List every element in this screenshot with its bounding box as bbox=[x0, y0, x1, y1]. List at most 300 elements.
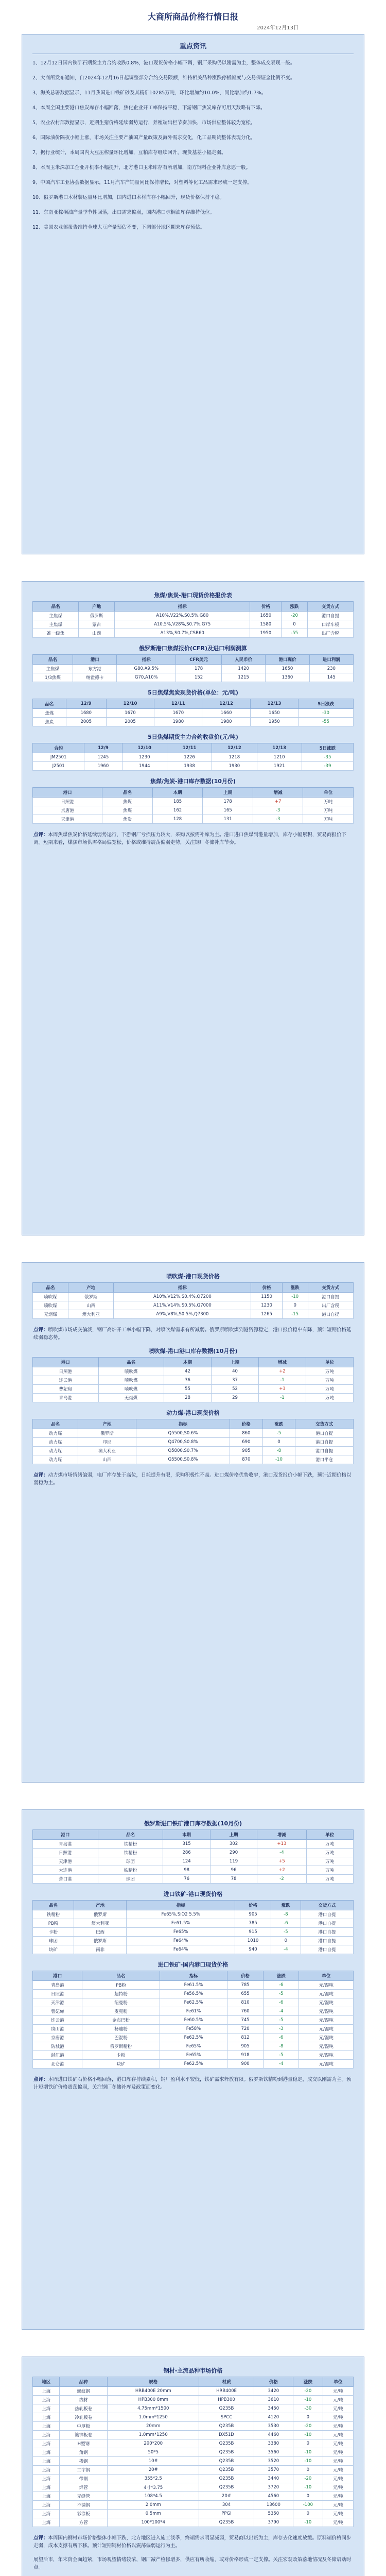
table-cell: 日照港 bbox=[33, 1849, 98, 1857]
table-cell: 万吨 bbox=[306, 1857, 353, 1866]
column-header: 品名 bbox=[102, 788, 153, 798]
table-cell: 5350 bbox=[254, 2510, 293, 2518]
table-cell: 785 bbox=[235, 1919, 271, 1928]
table-cell: 元/吨 bbox=[323, 2404, 353, 2413]
table-cell: 1230 bbox=[251, 1301, 282, 1310]
news-item: 9、中国汽车工业协会数据显示，11月汽车产销量同比保持增长，对塑料等化工品需求形成一定支撑。 bbox=[32, 180, 252, 185]
table-cell: 曹妃甸 bbox=[33, 1385, 99, 1394]
iron-ore-price-table bbox=[32, 1887, 354, 1954]
table-cell: 812 bbox=[227, 2033, 264, 2042]
table-cell: -10 bbox=[293, 2431, 323, 2439]
coking-coal-futures-table bbox=[32, 730, 354, 771]
table-row bbox=[33, 629, 354, 638]
table-cell: 港口自提 bbox=[307, 612, 353, 620]
table-cell: 3790 bbox=[254, 2518, 293, 2527]
table-cell: 巴混粉 bbox=[82, 2033, 160, 2042]
table-cell: 块矿 bbox=[33, 1945, 74, 1954]
table-cell: 1670 bbox=[154, 709, 202, 718]
data-table bbox=[32, 699, 354, 726]
table-cell: 上海 bbox=[33, 2518, 60, 2527]
table-cell: 金布巴粉 bbox=[82, 2016, 160, 2025]
table-cell: -1 bbox=[258, 1394, 306, 1402]
table-cell: 主焦煤 bbox=[33, 612, 79, 620]
column-header: 产地 bbox=[68, 1283, 114, 1293]
table-title: 焦煤/焦炭-港口库存数据(10月份) bbox=[150, 778, 236, 785]
table-row bbox=[33, 1919, 354, 1928]
table-cell: Q235B bbox=[199, 2422, 254, 2431]
table-cell: 焦炭 bbox=[102, 815, 153, 824]
table-cell: -30 bbox=[299, 709, 354, 718]
table-cell: 96 bbox=[210, 1866, 257, 1875]
table-cell: 天津港 bbox=[33, 815, 102, 824]
table-cell: 大连港 bbox=[33, 1866, 98, 1875]
coking-coal-price-table bbox=[32, 588, 354, 638]
table-header-row bbox=[33, 699, 354, 709]
table-title: 动力煤-港口现货价格 bbox=[166, 1410, 220, 1416]
column-header: 港口 bbox=[33, 1358, 99, 1367]
table-cell: 131 bbox=[203, 815, 253, 824]
table-cell: 喷吹煤 bbox=[98, 1367, 164, 1376]
table-cell: 2005 bbox=[106, 718, 154, 726]
table-cell: 905 bbox=[235, 1910, 271, 1919]
news-list bbox=[32, 59, 354, 231]
column-header: 指标 bbox=[115, 602, 250, 612]
table-row bbox=[33, 2492, 354, 2501]
column-header: 品名 bbox=[33, 1283, 68, 1293]
table-cell: 连云港 bbox=[33, 1376, 99, 1385]
table-cell: JM2501 bbox=[33, 753, 84, 762]
table-cell: 690 bbox=[230, 1438, 263, 1447]
table-cell: 1980 bbox=[202, 718, 250, 726]
table-cell: 1580 bbox=[250, 620, 282, 629]
table-cell: Fe62.5% bbox=[160, 1998, 227, 2007]
table-cell: 焦炭 bbox=[33, 718, 66, 726]
table-cell: 岚山港 bbox=[33, 2025, 82, 2033]
table-cell: HPB300 8mm bbox=[108, 2396, 199, 2404]
data-table bbox=[32, 787, 354, 824]
table-cell: 655 bbox=[227, 1990, 264, 1998]
news-card bbox=[22, 34, 364, 554]
table-cell: 286 bbox=[163, 1849, 210, 1857]
column-header: 涨跌 bbox=[271, 1901, 301, 1910]
table-cell: 元/湿吨 bbox=[299, 1981, 354, 1990]
table-row bbox=[33, 2025, 354, 2033]
table-cell: -20 bbox=[293, 2422, 323, 2431]
table-cell: 元/吨 bbox=[323, 2492, 353, 2501]
column-header: 12/12 bbox=[212, 743, 257, 753]
table-cell: PPGI bbox=[199, 2510, 254, 2518]
table-row bbox=[33, 1310, 354, 1319]
table-row bbox=[33, 1998, 354, 2007]
table-cell: 元/吨 bbox=[323, 2457, 353, 2466]
table-cell: 京唐港 bbox=[33, 2033, 82, 2042]
table-cell: 主焦煤 bbox=[33, 620, 79, 629]
table-cell: 3610 bbox=[254, 2396, 293, 2404]
table-cell: -4 bbox=[257, 1849, 306, 1857]
table-cell: 810 bbox=[227, 1998, 264, 2007]
news-title: 重点资讯 bbox=[32, 41, 354, 54]
column-header: 人民币价 bbox=[221, 655, 265, 665]
thermal-coal-price-table bbox=[32, 1405, 354, 1464]
table-cell: -3 bbox=[263, 2025, 299, 2033]
table-cell: Q4700,S0.8% bbox=[136, 1438, 230, 1447]
table-cell: SPCC bbox=[199, 2413, 254, 2422]
table-cell: 905 bbox=[230, 1447, 263, 1455]
table-cell: 1960 bbox=[84, 762, 122, 771]
table-cell: -100 bbox=[293, 2501, 323, 2510]
table-cell: 55 bbox=[164, 1385, 212, 1394]
comment-label: 点评： bbox=[33, 2077, 48, 2082]
column-header: 5日涨跌 bbox=[302, 743, 353, 753]
table-cell: +3 bbox=[258, 1385, 306, 1394]
table-row bbox=[33, 612, 354, 620]
table-cell: -10 bbox=[293, 2396, 323, 2404]
table-cell: 2005 bbox=[66, 718, 106, 726]
table-cell: 119 bbox=[210, 1857, 257, 1866]
table-cell: 上海 bbox=[33, 2431, 60, 2439]
table-cell: 上海 bbox=[33, 2422, 60, 2431]
table-cell: +5 bbox=[257, 1857, 306, 1866]
column-header: 港口现价 bbox=[266, 655, 309, 665]
table-cell: 港口自提 bbox=[308, 1293, 353, 1301]
table-cell: 元/湿吨 bbox=[299, 2033, 354, 2042]
table-row bbox=[33, 815, 354, 824]
table-cell: 315 bbox=[163, 1840, 210, 1849]
table-cell: 俄罗斯 bbox=[68, 1293, 114, 1301]
report-date: 2024年12月13日 bbox=[257, 25, 299, 31]
table-header-row bbox=[33, 602, 354, 612]
table-cell: 1650 bbox=[250, 612, 282, 620]
table-cell: -3 bbox=[253, 815, 303, 824]
table-cell: 0 bbox=[293, 2492, 323, 2501]
table-cell: 29 bbox=[211, 1394, 258, 1402]
coking-coal-comment bbox=[32, 827, 354, 849]
column-header: 品名 bbox=[98, 1358, 164, 1367]
column-header: 12/9 bbox=[84, 743, 122, 753]
table-cell: 128 bbox=[152, 815, 203, 824]
column-header: 单位 bbox=[323, 2377, 353, 2387]
table-cell: 3440 bbox=[254, 2475, 293, 2483]
table-cell: -10 bbox=[262, 1455, 295, 1464]
table-row bbox=[33, 2439, 354, 2448]
table-cell: 连云港 bbox=[33, 2016, 82, 2025]
table-title: 俄罗斯进口铁矿港口库存数据(10月份) bbox=[144, 1820, 242, 1827]
table-cell: -5 bbox=[263, 2016, 299, 2025]
table-row bbox=[33, 1866, 354, 1875]
table-cell: 元/湿吨 bbox=[299, 2025, 354, 2033]
column-header: 上期 bbox=[211, 1358, 258, 1367]
table-cell: 178 bbox=[203, 798, 253, 806]
column-header: 规格 bbox=[108, 2377, 199, 2387]
table-cell: 蒙古 bbox=[79, 620, 115, 629]
table-cell: 0 bbox=[293, 2413, 323, 2422]
table-cell: 152 bbox=[176, 673, 222, 682]
data-table bbox=[32, 1357, 354, 1402]
table-cell: 元/吨 bbox=[323, 2448, 353, 2457]
table-cell: 元/吨 bbox=[323, 2431, 353, 2439]
pci-price-table bbox=[32, 1269, 354, 1319]
table-cell: 元/湿吨 bbox=[299, 2042, 354, 2051]
table-cell: 290 bbox=[210, 1849, 257, 1857]
table-cell: -20 bbox=[293, 2387, 323, 2396]
table-row bbox=[33, 2051, 354, 2060]
table-cell: -8 bbox=[271, 1910, 301, 1919]
table-cell: J2501 bbox=[33, 762, 84, 771]
table-cell: 喷吹煤 bbox=[33, 1293, 68, 1301]
comment-text: 本周焦煤焦炭价格延续弱势运行，下游钢厂亏损压力较大，采购以按需补库为主。港口进口焦煤到港量增加，库存小幅累积，贸易商报价下调。短期来看，煤焦市场供需格局偏宽松，价格或维持震荡偏弱走势，关注钢厂冬储补库节奏。 bbox=[33, 832, 347, 845]
table-cell: 喷吹煤 bbox=[98, 1376, 164, 1385]
table-cell: 124 bbox=[163, 1857, 210, 1866]
table-cell: 铁精粉 bbox=[33, 1910, 74, 1919]
table-cell: 230 bbox=[309, 665, 353, 673]
table-cell: 方管 bbox=[60, 2518, 108, 2527]
table-cell: A10%,V12%,S0.4%,Q7200 bbox=[114, 1293, 251, 1301]
table-cell: 俄罗斯 bbox=[78, 1429, 136, 1438]
table-cell: 铁精粉 bbox=[98, 1840, 163, 1849]
table-cell: 1938 bbox=[167, 762, 212, 771]
table-row bbox=[33, 2475, 354, 2483]
table-cell: 出厂含税 bbox=[308, 1301, 353, 1310]
table-cell: -2 bbox=[257, 1875, 306, 1884]
table-cell: -15 bbox=[282, 1310, 308, 1319]
table-cell: 热轧板卷 bbox=[60, 2404, 108, 2413]
table-cell: 3570 bbox=[254, 2466, 293, 2475]
table-cell: 3380 bbox=[254, 2439, 293, 2448]
table-cell: 1950 bbox=[250, 629, 282, 638]
table-row bbox=[33, 2466, 354, 2475]
table-row bbox=[33, 798, 354, 806]
table-cell: 元/湿吨 bbox=[299, 2051, 354, 2060]
table-row bbox=[33, 1990, 354, 1998]
table-cell: 卡粉 bbox=[82, 2051, 160, 2060]
column-header: 12/12 bbox=[202, 699, 250, 709]
table-cell: -39 bbox=[302, 762, 353, 771]
table-cell: 0 bbox=[293, 2510, 323, 2518]
table-row bbox=[33, 1376, 354, 1385]
column-header: 价格 bbox=[235, 1901, 271, 1910]
table-cell: 20# bbox=[199, 2492, 254, 2501]
table-cell: 0 bbox=[271, 1937, 301, 1945]
table-cell: 上海 bbox=[33, 2448, 60, 2457]
table-cell: 4.75mm*1500 bbox=[108, 2404, 199, 2413]
table-cell: 1944 bbox=[122, 762, 167, 771]
table-row bbox=[33, 1937, 354, 1945]
table-header-row bbox=[33, 1358, 354, 1367]
table-cell: HRB400E bbox=[199, 2387, 254, 2396]
iron-ore-card bbox=[22, 1809, 364, 2330]
table-cell: 日照港 bbox=[33, 1990, 82, 1998]
table-cell: 918 bbox=[227, 2051, 264, 2060]
news-item: 3、海关总署数据显示，11月我国进口铁矿砂及其精矿10285万吨，环比增加约10.0%，同比增加约1.7%。 bbox=[32, 90, 267, 96]
table-cell: Fe61% bbox=[160, 2007, 227, 2016]
column-header: 交货方式 bbox=[295, 1419, 354, 1429]
table-cell: 上海 bbox=[33, 2501, 60, 2510]
table-cell: -35 bbox=[302, 753, 353, 762]
table-cell: 港口自提 bbox=[301, 1919, 353, 1928]
table-cell: -4 bbox=[271, 1945, 301, 1954]
table-cell: -5 bbox=[263, 2051, 299, 2060]
iron-ore-stock-table bbox=[32, 1816, 354, 1884]
table-header-row bbox=[33, 1830, 354, 1840]
news-item: 10、俄罗斯港口木材装运量环比增加，国内进口木材库存小幅回升，现货价格保持平稳。 bbox=[32, 195, 225, 200]
table-cell: Q235B bbox=[199, 2457, 254, 2466]
table-row bbox=[33, 1429, 354, 1438]
table-cell: 元/吨 bbox=[323, 2466, 353, 2475]
table-row bbox=[33, 1293, 354, 1301]
table-cell: 球团 bbox=[98, 1857, 163, 1866]
table-cell: 主焦煤 bbox=[33, 665, 73, 673]
column-header: 指标 bbox=[117, 655, 176, 665]
news-item: 4、本周全国主要港口焦炭库存小幅回落，焦化企业开工率保持平稳，下游钢厂焦炭库存可用天数略有下降。 bbox=[32, 105, 266, 111]
data-table bbox=[32, 2377, 354, 2527]
table-cell: 0 bbox=[282, 1301, 308, 1310]
table-row bbox=[33, 2510, 354, 2518]
column-header: 12/10 bbox=[106, 699, 154, 709]
table-cell: 口岸车板 bbox=[307, 620, 353, 629]
report-title: 大商所商品价格行情日报 bbox=[147, 12, 238, 22]
table-cell: 中厚板 bbox=[60, 2422, 108, 2431]
data-table bbox=[32, 654, 354, 682]
column-header: 单位 bbox=[303, 788, 354, 798]
table-cell: 4560 bbox=[254, 2492, 293, 2501]
table-cell: 港口自提 bbox=[295, 1429, 354, 1438]
data-table bbox=[32, 1971, 354, 2069]
table-cell: 万吨 bbox=[306, 1849, 353, 1857]
column-header: 本期 bbox=[164, 1358, 212, 1367]
table-header-row bbox=[33, 788, 354, 798]
table-header-row bbox=[33, 1901, 354, 1910]
column-header: 指标 bbox=[160, 1971, 227, 1981]
table-cell: Fe56.5% bbox=[160, 1990, 227, 1998]
column-header: 5日涨跌 bbox=[299, 699, 354, 709]
table-cell: 1.0mm*1250 bbox=[108, 2431, 199, 2439]
table-cell: Fe64% bbox=[127, 1937, 235, 1945]
table-header-row bbox=[33, 655, 354, 665]
table-cell: 50*5 bbox=[108, 2448, 199, 2457]
table-cell: 元/湿吨 bbox=[299, 2060, 354, 2069]
table-cell: Q5500,S0.8% bbox=[136, 1455, 230, 1464]
table-cell: -8 bbox=[263, 2042, 299, 2051]
table-cell: 万吨 bbox=[306, 1394, 353, 1402]
column-header: 价格 bbox=[254, 2377, 293, 2387]
table-cell: 3530 bbox=[254, 2422, 293, 2431]
table-row bbox=[33, 2007, 354, 2016]
table-row bbox=[33, 1875, 354, 1884]
table-cell: 焦煤 bbox=[102, 806, 153, 815]
comment-text: 本周进口铁矿石价格小幅回落，港口库存持续累积，钢厂盈利水平较低，铁矿需求释放有限。俄罗斯铁精粉到港量稳定，成交以刚需为主。预计短期铁矿价格震荡偏弱，关注钢厂冬储补库及政策面变化。 bbox=[33, 2077, 352, 2090]
column-header: 增减 bbox=[257, 1830, 306, 1840]
table-cell: 冷轧板卷 bbox=[60, 2413, 108, 2422]
column-header: 12/11 bbox=[154, 699, 202, 709]
table-cell: 俄罗斯 bbox=[79, 612, 115, 620]
table-header-row bbox=[33, 2377, 354, 2387]
table-cell: 卡粉 bbox=[33, 1928, 74, 1937]
column-header: 品名 bbox=[98, 1830, 163, 1840]
table-cell: 304 bbox=[199, 2501, 254, 2510]
column-header: 单位 bbox=[306, 1358, 353, 1367]
table-cell: 1930 bbox=[212, 762, 257, 771]
table-cell: 200*200 bbox=[108, 2439, 199, 2448]
table-cell: 动力煤 bbox=[33, 1438, 78, 1447]
table-cell: 元/吨 bbox=[323, 2387, 353, 2396]
table-cell: 无缝管 bbox=[60, 2492, 108, 2501]
table-cell: -20 bbox=[282, 612, 307, 620]
column-header: 本期 bbox=[152, 788, 203, 798]
table-cell: 澳大利亚 bbox=[74, 1919, 127, 1928]
table-cell: 860 bbox=[230, 1429, 263, 1438]
table-cell: 焦煤 bbox=[33, 709, 66, 718]
table-cell: 俄罗斯 bbox=[74, 1937, 127, 1945]
column-header: 品名 bbox=[33, 1901, 74, 1910]
table-header-row bbox=[33, 1419, 354, 1429]
table-cell: 4120 bbox=[254, 2413, 293, 2422]
table-cell: 0 bbox=[282, 620, 307, 629]
column-header: 地区 bbox=[33, 2377, 60, 2387]
table-cell: 905 bbox=[227, 2042, 264, 2051]
table-cell: 1245 bbox=[84, 753, 122, 762]
column-header: 品名 bbox=[33, 602, 79, 612]
table-row bbox=[33, 2042, 354, 2051]
table-cell: 京唐港 bbox=[33, 806, 102, 815]
table-cell: 1360 bbox=[266, 673, 309, 682]
table-row bbox=[33, 2501, 354, 2510]
table-cell: 上海 bbox=[33, 2475, 60, 2483]
table-cell: 纳霍德卡 bbox=[73, 673, 117, 682]
column-header: 产地 bbox=[79, 602, 115, 612]
table-cell: 杨迪粉 bbox=[82, 2025, 160, 2033]
table-cell: -10 bbox=[293, 2483, 323, 2492]
data-table bbox=[32, 1282, 354, 1319]
table-cell: 山西 bbox=[68, 1301, 114, 1310]
table-cell: 元/吨 bbox=[323, 2501, 353, 2510]
table-cell: 42 bbox=[164, 1367, 212, 1376]
table-row bbox=[33, 2060, 354, 2069]
table-cell: 1210 bbox=[257, 753, 302, 762]
table-title: 5日焦煤焦炭现货价格(单位：元/吨) bbox=[148, 689, 238, 696]
column-header: 单位 bbox=[299, 1971, 354, 1981]
column-header: 本期 bbox=[163, 1830, 210, 1840]
table-cell: 螺纹钢 bbox=[60, 2387, 108, 2396]
coking-coal-stock-table bbox=[32, 774, 354, 824]
iron-ore-comment bbox=[32, 2072, 354, 2093]
table-row bbox=[33, 1849, 354, 1857]
column-header: 指标 bbox=[136, 1419, 230, 1429]
table-cell: -30 bbox=[293, 2404, 323, 2413]
table-cell: -10 bbox=[293, 2518, 323, 2527]
column-header: 12/13 bbox=[257, 743, 302, 753]
table-cell: 澳大利亚 bbox=[78, 1447, 136, 1455]
table-cell: 东方港 bbox=[73, 665, 117, 673]
table-cell: 上海 bbox=[33, 2492, 60, 2501]
column-header: 价格 bbox=[250, 602, 282, 612]
table-cell: 355*2.5 bbox=[108, 2475, 199, 2483]
table-cell: -10 bbox=[293, 2448, 323, 2457]
table-cell: 彩涂板 bbox=[60, 2510, 108, 2518]
table-row bbox=[33, 2396, 354, 2404]
table-row bbox=[33, 665, 354, 673]
table-cell: -10 bbox=[282, 1293, 308, 1301]
table-cell: 100*100*4 bbox=[108, 2518, 199, 2527]
news-item: 11、东南亚棕榈油产量季节性回落，出口需求偏弱，国内港口棕榈油库存维持低位。 bbox=[32, 210, 215, 215]
table-row bbox=[33, 1455, 354, 1464]
table-cell: 球团 bbox=[98, 1875, 163, 1884]
table-cell: 1230 bbox=[122, 753, 167, 762]
table-cell: Fe65% bbox=[160, 2051, 227, 2060]
comment-label: 点评： bbox=[33, 1327, 48, 1333]
table-cell: 万吨 bbox=[303, 798, 354, 806]
table-cell: 上海 bbox=[33, 2413, 60, 2422]
table-cell: -8 bbox=[262, 1447, 295, 1455]
